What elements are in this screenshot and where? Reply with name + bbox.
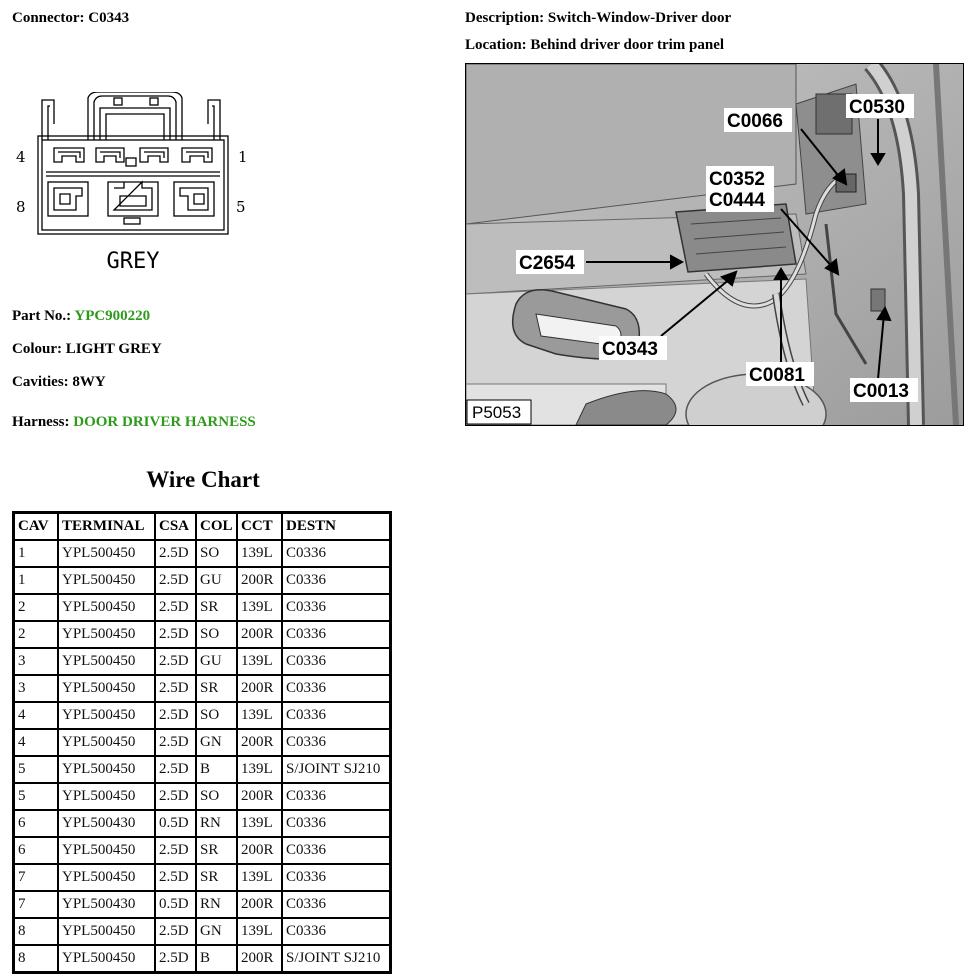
cell-col: GU xyxy=(196,648,237,675)
cell-cct: 139L xyxy=(237,810,282,837)
callout-c0066: C0066 xyxy=(727,111,783,132)
col-cct: CCT xyxy=(237,513,282,540)
cell-terminal: YPL500450 xyxy=(58,756,155,783)
cell-csa: 2.5D xyxy=(155,864,196,891)
cell-cct: 139L xyxy=(237,918,282,945)
cell-cav: 4 xyxy=(14,702,58,729)
cell-terminal: YPL500450 xyxy=(58,918,155,945)
cell-col: RN xyxy=(196,810,237,837)
cell-cav: 5 xyxy=(14,783,58,810)
cell-cav: 8 xyxy=(14,918,58,945)
cell-cav: 3 xyxy=(14,648,58,675)
cavities-line: Cavities: 8WY xyxy=(12,374,106,390)
cell-col: SO xyxy=(196,621,237,648)
cell-col: SR xyxy=(196,594,237,621)
col-destn: DESTN xyxy=(282,513,390,540)
cell-col: SO xyxy=(196,540,237,567)
harness-value: DOOR DRIVER HARNESS xyxy=(73,414,256,430)
cell-cct: 200R xyxy=(237,621,282,648)
callout-c2654: C2654 xyxy=(519,253,575,274)
cell-terminal: YPL500430 xyxy=(58,810,155,837)
cell-col: SO xyxy=(196,783,237,810)
cell-cav: 5 xyxy=(14,756,58,783)
col-cav: CAV xyxy=(14,513,58,540)
cell-destn: C0336 xyxy=(282,621,390,648)
cell-terminal: YPL500450 xyxy=(58,945,155,972)
cell-csa: 0.5D xyxy=(155,810,196,837)
cell-cct: 200R xyxy=(237,729,282,756)
cell-cav: 7 xyxy=(14,864,58,891)
table-row xyxy=(14,864,390,891)
table-row xyxy=(14,594,390,621)
pin-label-1: 1 xyxy=(238,148,248,166)
cell-cav: 8 xyxy=(14,945,58,972)
table-row xyxy=(14,891,390,918)
cell-terminal: YPL500450 xyxy=(58,729,155,756)
callout-c0530: C0530 xyxy=(849,97,905,118)
table-row xyxy=(14,675,390,702)
cell-cct: 139L xyxy=(237,702,282,729)
callout-c0352: C0352 xyxy=(709,169,765,190)
cell-csa: 2.5D xyxy=(155,837,196,864)
cell-col: SR xyxy=(196,675,237,702)
cell-terminal: YPL500450 xyxy=(58,783,155,810)
pin-label-4: 4 xyxy=(16,148,26,166)
cell-cct: 200R xyxy=(237,783,282,810)
description-value: Switch-Window-Driver door xyxy=(547,10,732,26)
cell-destn: C0336 xyxy=(282,675,390,702)
cell-destn: C0336 xyxy=(282,891,390,918)
colour-line: Colour: LIGHT GREY xyxy=(12,341,162,357)
table-row xyxy=(14,729,390,756)
table-row xyxy=(14,648,390,675)
description-heading: Description: Switch-Window-Driver door xyxy=(465,10,732,26)
wire-chart-body xyxy=(14,540,390,972)
cell-cav: 4 xyxy=(14,729,58,756)
location-photo xyxy=(465,63,964,426)
cell-cav: 1 xyxy=(14,540,58,567)
cell-col: SR xyxy=(196,864,237,891)
col-csa: CSA xyxy=(155,513,196,540)
cell-destn: C0336 xyxy=(282,648,390,675)
cell-csa: 2.5D xyxy=(155,594,196,621)
wire-chart-header-row xyxy=(14,513,390,540)
cell-col: RN xyxy=(196,891,237,918)
cell-destn: S/JOINT SJ210 xyxy=(282,945,390,972)
cell-col: SO xyxy=(196,702,237,729)
cell-terminal: YPL500450 xyxy=(58,702,155,729)
cell-terminal: YPL500450 xyxy=(58,648,155,675)
cell-destn: C0336 xyxy=(282,729,390,756)
table-row xyxy=(14,702,390,729)
pin-label-5: 5 xyxy=(236,198,246,216)
callout-c0013: C0013 xyxy=(853,381,909,402)
cell-csa: 2.5D xyxy=(155,675,196,702)
cell-destn: C0336 xyxy=(282,540,390,567)
part-number-value: YPC900220 xyxy=(74,308,151,324)
part-number-line: Part No.: YPC900220 xyxy=(12,308,151,324)
cell-csa: 2.5D xyxy=(155,918,196,945)
table-row xyxy=(14,945,390,972)
cell-cct: 200R xyxy=(237,567,282,594)
cell-cct: 200R xyxy=(237,837,282,864)
cell-destn: C0336 xyxy=(282,918,390,945)
cell-col: B xyxy=(196,945,237,972)
cell-terminal: YPL500450 xyxy=(58,567,155,594)
cell-csa: 2.5D xyxy=(155,567,196,594)
cell-terminal: YPL500450 xyxy=(58,621,155,648)
cell-csa: 2.5D xyxy=(155,783,196,810)
cell-terminal: YPL500450 xyxy=(58,675,155,702)
wire-chart-table xyxy=(12,511,392,974)
col-terminal: TERMINAL xyxy=(58,513,155,540)
col-col: COL xyxy=(196,513,237,540)
cell-terminal: YPL500450 xyxy=(58,864,155,891)
cell-csa: 2.5D xyxy=(155,945,196,972)
connector-heading: Connector: C0343 xyxy=(12,10,130,26)
cell-col: SR xyxy=(196,837,237,864)
cell-destn: C0336 xyxy=(282,594,390,621)
cell-destn: C0336 xyxy=(282,702,390,729)
callout-c0081: C0081 xyxy=(749,365,805,386)
harness-line: Harness: DOOR DRIVER HARNESS xyxy=(12,414,256,430)
table-row xyxy=(14,918,390,945)
cell-destn: C0336 xyxy=(282,837,390,864)
cell-cct: 139L xyxy=(237,594,282,621)
colour-value: LIGHT GREY xyxy=(65,341,162,357)
cell-destn: C0336 xyxy=(282,567,390,594)
callout-c0343: C0343 xyxy=(602,339,658,360)
cell-cav: 6 xyxy=(14,837,58,864)
table-row xyxy=(14,783,390,810)
cell-csa: 0.5D xyxy=(155,891,196,918)
cell-cct: 139L xyxy=(237,756,282,783)
cell-terminal: YPL500450 xyxy=(58,540,155,567)
cell-cct: 139L xyxy=(237,540,282,567)
callout-c0444: C0444 xyxy=(709,190,765,211)
cell-destn: C0336 xyxy=(282,864,390,891)
table-row xyxy=(14,567,390,594)
cell-destn: S/JOINT SJ210 xyxy=(282,756,390,783)
table-row xyxy=(14,540,390,567)
connector-id: C0343 xyxy=(88,10,130,26)
table-row xyxy=(14,756,390,783)
cell-terminal: YPL500430 xyxy=(58,891,155,918)
table-row xyxy=(14,810,390,837)
connector-colour-caption: GREY xyxy=(106,249,160,274)
cell-destn: C0336 xyxy=(282,783,390,810)
cell-csa: 2.5D xyxy=(155,648,196,675)
cell-cct: 200R xyxy=(237,675,282,702)
cell-csa: 2.5D xyxy=(155,702,196,729)
cell-csa: 2.5D xyxy=(155,729,196,756)
cell-destn: C0336 xyxy=(282,810,390,837)
cell-terminal: YPL500450 xyxy=(58,594,155,621)
cell-csa: 2.5D xyxy=(155,756,196,783)
wire-chart-title: Wire Chart xyxy=(146,467,260,492)
cell-cav: 6 xyxy=(14,810,58,837)
location-value: Behind driver door trim panel xyxy=(530,37,725,53)
table-row xyxy=(14,621,390,648)
cell-cav: 2 xyxy=(14,594,58,621)
cell-col: GN xyxy=(196,918,237,945)
door-interior-illustration xyxy=(466,64,963,425)
photo-id: P5053 xyxy=(472,403,522,422)
connector-face-diagram xyxy=(12,92,252,274)
cell-col: B xyxy=(196,756,237,783)
pin-label-8: 8 xyxy=(16,198,26,216)
cell-col: GU xyxy=(196,567,237,594)
cell-cav: 3 xyxy=(14,675,58,702)
cell-cav: 1 xyxy=(14,567,58,594)
cell-cct: 200R xyxy=(237,945,282,972)
cell-cct: 200R xyxy=(237,891,282,918)
cell-terminal: YPL500450 xyxy=(58,837,155,864)
cell-cct: 139L xyxy=(237,864,282,891)
cell-col: GN xyxy=(196,729,237,756)
cell-cav: 7 xyxy=(14,891,58,918)
cell-csa: 2.5D xyxy=(155,621,196,648)
cell-cct: 139L xyxy=(237,648,282,675)
location-heading: Location: Behind driver door trim panel xyxy=(465,37,725,53)
table-row xyxy=(14,837,390,864)
cell-cav: 2 xyxy=(14,621,58,648)
cell-csa: 2.5D xyxy=(155,540,196,567)
cavities-value: 8WY xyxy=(72,374,106,390)
